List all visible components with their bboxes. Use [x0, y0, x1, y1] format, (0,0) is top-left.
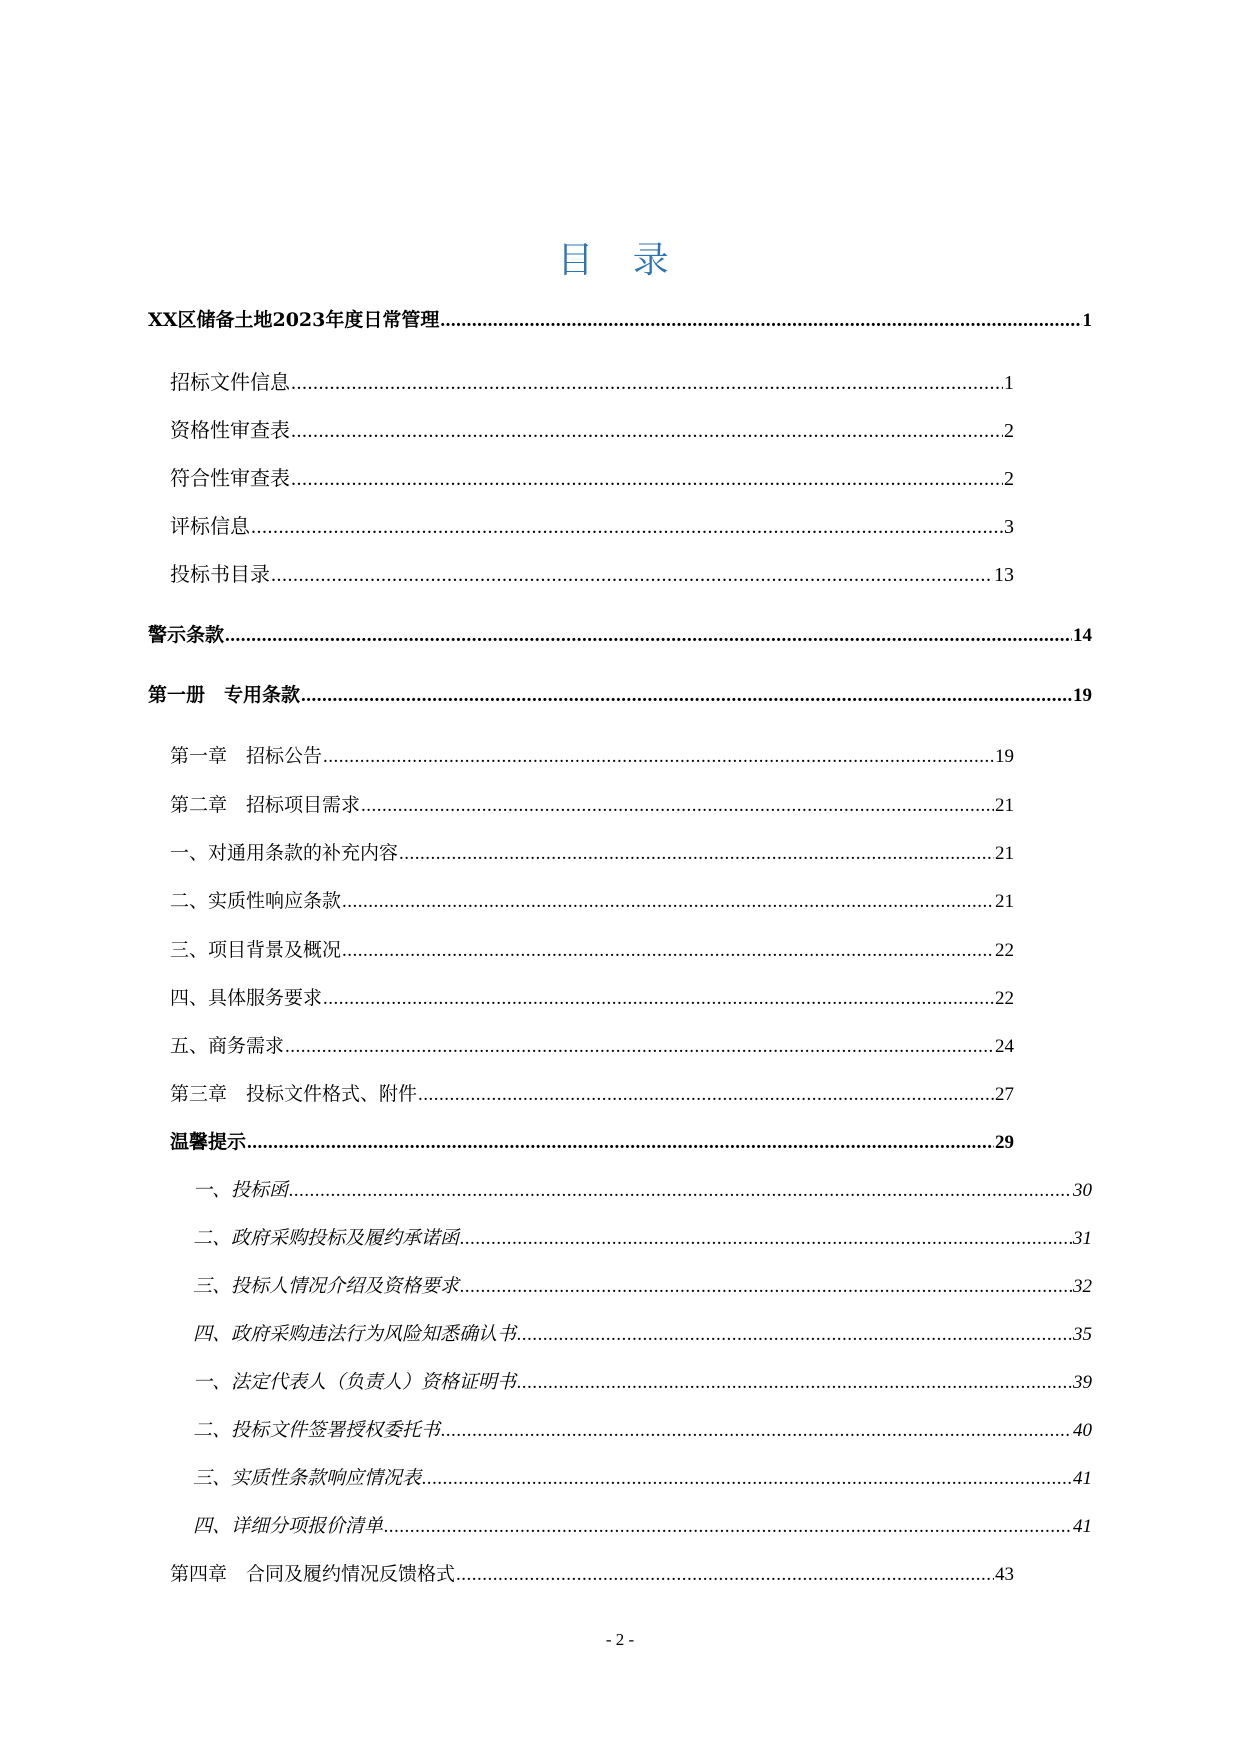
toc-entry[interactable]: [193, 1463, 1092, 1490]
toc-entry-label: 四、政府采购违法行为风险知悉确认书: [193, 1323, 517, 1345]
toc-entry-label: 二、投标文件签署授权委托书: [193, 1419, 441, 1441]
toc-entry-label: 三、投标人情况介绍及资格要求: [193, 1275, 460, 1297]
toc-entry-label: 第二章 招标项目需求: [170, 794, 361, 816]
toc-entry-page: 30: [1073, 1180, 1092, 1201]
toc-entry-label: 二、实质性响应条款: [170, 890, 342, 912]
toc-leader: [342, 940, 994, 962]
toc-entry[interactable]: [193, 1415, 1092, 1442]
toc-entry[interactable]: [170, 838, 1014, 865]
toc-entry-page: 14: [1073, 625, 1092, 646]
toc-entry-page: 1: [1004, 372, 1014, 394]
toc-entry-page: 40: [1073, 1420, 1092, 1441]
toc-leader: [517, 1324, 1072, 1346]
toc-entry-label: 五、商务需求: [170, 1035, 285, 1057]
toc-entry-page: 29: [995, 1132, 1014, 1153]
page-number: - 2 -: [605, 1630, 635, 1649]
toc-entry[interactable]: [170, 1079, 1014, 1106]
toc-leader: [291, 420, 1003, 443]
toc-leader: [271, 564, 993, 587]
toc-leader: [247, 1132, 994, 1154]
toc-entry-label: 四、详细分项报价清单: [193, 1515, 384, 1537]
toc-entry-page: 19: [995, 746, 1014, 767]
toc-leader: [456, 1564, 994, 1586]
toc-entry-page: 1: [1082, 310, 1092, 331]
toc-entry[interactable]: [170, 790, 1014, 817]
toc-entry-label: 一、对通用条款的补充内容: [170, 842, 399, 864]
toc-entry-page: 13: [994, 564, 1014, 586]
toc-entry-label: 四、具体服务要求: [170, 987, 323, 1009]
toc-entry[interactable]: [193, 1319, 1092, 1346]
toc-entry[interactable]: [170, 1031, 1014, 1058]
toc-entry[interactable]: [170, 462, 1014, 491]
toc-entry-page: 27: [995, 1084, 1014, 1105]
toc-entry[interactable]: [193, 1367, 1092, 1394]
toc-entry-label: 三、实质性条款响应情况表: [193, 1467, 422, 1489]
toc-entry-page: 39: [1073, 1372, 1092, 1393]
toc-entry-label: 一、投标函: [193, 1179, 289, 1201]
toc-entry[interactable]: [170, 510, 1014, 539]
toc-leader: [517, 1372, 1072, 1394]
toc-entry-page: 19: [1073, 685, 1092, 706]
toc-entry-page: 21: [995, 795, 1014, 816]
toc-leader: [418, 1084, 994, 1106]
toc-leader: [441, 1420, 1072, 1442]
toc-entry-page: 31: [1073, 1228, 1092, 1249]
toc-leader: [289, 1180, 1072, 1202]
toc-entry-page: 41: [1073, 1516, 1092, 1537]
toc-entry-page: 32: [1073, 1276, 1092, 1297]
toc-leader: [301, 685, 1072, 707]
toc-entry-label: 一、法定代表人（负责人）资格证明书: [193, 1371, 517, 1393]
toc-entry[interactable]: [170, 558, 1014, 587]
toc-entry-label: 第三章 投标文件格式、附件: [170, 1083, 418, 1105]
toc-entry-label: 资格性审查表: [170, 418, 290, 442]
toc-leader: [460, 1228, 1072, 1250]
toc-entry-page: 43: [995, 1564, 1014, 1585]
toc-leader: [251, 516, 1003, 539]
toc-leader: [361, 795, 994, 817]
toc-entry[interactable]: [170, 935, 1014, 962]
toc-leader: [225, 625, 1072, 647]
page-title: 目 录: [557, 240, 683, 281]
toc-entry-page: 3: [1004, 516, 1014, 538]
toc-entry-page: 21: [995, 843, 1014, 864]
toc-entry-label: 投标书目录: [170, 562, 270, 586]
toc-entry-label: 第一章 招标公告: [170, 745, 323, 767]
toc-entry[interactable]: [170, 1559, 1014, 1586]
toc-leader: [323, 988, 994, 1010]
toc-leader: [460, 1276, 1072, 1298]
toc-entry[interactable]: [148, 620, 1092, 647]
toc-entry[interactable]: [170, 1127, 1014, 1154]
toc-entry-label: 警示条款: [148, 624, 225, 646]
toc-entry-label: 第四章 合同及履约情况反馈格式: [170, 1563, 456, 1585]
toc-entry-page: 24: [995, 1036, 1014, 1057]
toc-leader: [399, 843, 994, 865]
toc-leader: [291, 468, 1003, 491]
toc-leader: [285, 1036, 994, 1058]
toc-entry[interactable]: [170, 366, 1014, 395]
toc-leader: [384, 1516, 1072, 1538]
toc-entry-page: 35: [1073, 1324, 1092, 1345]
toc-entry-label: 二、政府采购投标及履约承诺函: [193, 1227, 460, 1249]
toc-leader: [440, 310, 1081, 332]
toc-entry-page: 22: [995, 988, 1014, 1009]
toc-entry-page: 22: [995, 940, 1014, 961]
toc-entry-label: 第一册 专用条款: [148, 684, 301, 706]
toc-entry-page: 2: [1004, 468, 1014, 490]
toc-entry-label: 评标信息: [170, 514, 250, 538]
toc-entry-label: 温馨提示: [170, 1131, 247, 1153]
toc-entry[interactable]: [170, 886, 1014, 913]
toc-entry[interactable]: [193, 1223, 1092, 1250]
toc-entry-page: 41: [1073, 1468, 1092, 1489]
toc-leader: [422, 1468, 1072, 1490]
toc-entry-label: 招标文件信息: [170, 370, 290, 394]
toc-leader: [291, 372, 1003, 395]
toc-entry[interactable]: [193, 1271, 1092, 1298]
toc-entry-label: XX区储备土地2023年度日常管理: [148, 309, 440, 331]
toc-entry[interactable]: [193, 1175, 1092, 1202]
toc-entry[interactable]: [170, 414, 1014, 443]
toc-entry-label: 三、项目背景及概况: [170, 939, 342, 961]
toc-entry-label: 符合性审查表: [170, 466, 290, 490]
toc-entry[interactable]: [193, 1511, 1092, 1538]
toc-entry[interactable]: [148, 305, 1092, 332]
toc-entry[interactable]: [170, 983, 1014, 1010]
toc-entry[interactable]: [170, 741, 1014, 768]
toc-entry-page: 2: [1004, 420, 1014, 442]
toc-leader: [323, 746, 994, 768]
toc-entry[interactable]: [148, 680, 1092, 707]
toc-entry-page: 21: [995, 891, 1014, 912]
toc-leader: [342, 891, 994, 913]
